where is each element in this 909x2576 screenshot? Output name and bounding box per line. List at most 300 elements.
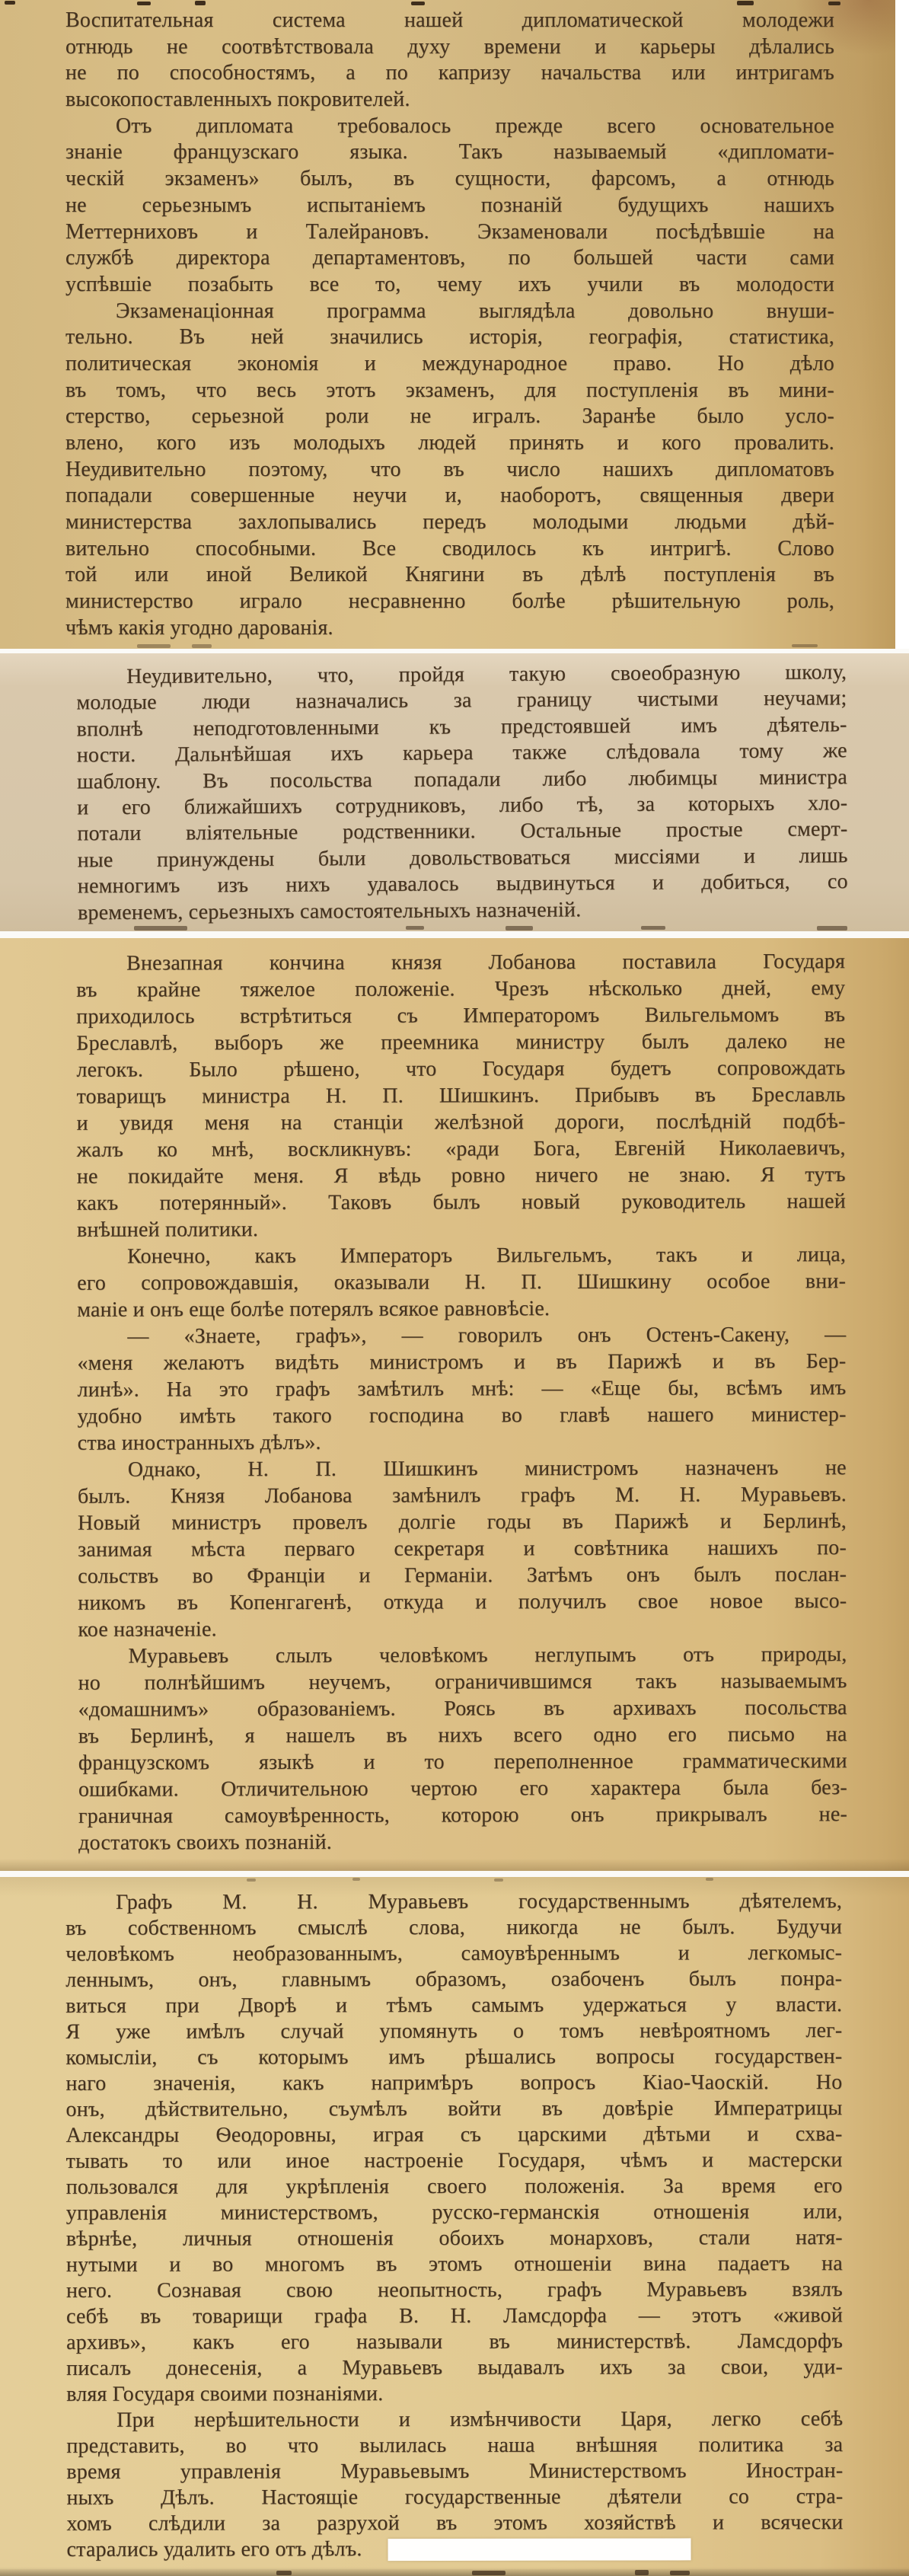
word: Н. xyxy=(247,1457,270,1482)
word: такъ xyxy=(636,1669,678,1693)
word: все xyxy=(309,272,340,296)
word: части xyxy=(696,246,748,270)
word: у xyxy=(726,1993,737,2017)
word: въ xyxy=(728,378,749,402)
word: поступленія xyxy=(585,378,699,402)
word: томъ xyxy=(559,2019,604,2043)
word: Чрезъ xyxy=(494,977,549,1001)
word: испытаніемъ xyxy=(307,193,426,217)
word: лица, xyxy=(796,1243,847,1267)
word: достатокъ своихъ познаній. xyxy=(78,1830,333,1855)
word: секретаря xyxy=(394,1537,485,1561)
text-line xyxy=(78,1508,847,1537)
word: человѣкомъ xyxy=(379,1643,488,1668)
word: довѣріе xyxy=(603,2096,674,2121)
word: нашихъ xyxy=(602,457,674,481)
word: выдвинуться xyxy=(496,871,615,896)
word: въ xyxy=(443,457,464,481)
word: при xyxy=(165,1993,199,2018)
word: кончина xyxy=(269,950,345,975)
word: нихъ xyxy=(438,1723,483,1748)
text-block xyxy=(0,0,895,642)
word: невѣроятномъ xyxy=(639,2019,770,2043)
word: Будучи xyxy=(776,1915,843,1939)
word: войти xyxy=(448,2096,502,2121)
word: подбѣ- xyxy=(783,1109,846,1134)
word: поэтому, xyxy=(248,457,328,481)
word: дѣй- xyxy=(793,510,834,535)
word: русско-германскія xyxy=(432,2200,600,2225)
word: священныя xyxy=(639,484,743,508)
word: въ xyxy=(435,2511,458,2536)
text-line xyxy=(65,589,834,615)
word: же xyxy=(822,739,847,763)
word: былъ. xyxy=(77,1484,131,1508)
text-line xyxy=(76,975,845,1004)
word: чистыми xyxy=(636,687,719,712)
word: время xyxy=(66,2459,121,2484)
word: Я xyxy=(760,1163,775,1187)
word: дѣятель- xyxy=(767,712,847,737)
word: его xyxy=(122,795,152,819)
word: дипломатической xyxy=(521,8,684,32)
word: Муравьевъ. xyxy=(740,1483,847,1507)
word: захлопывались xyxy=(238,510,377,535)
word: граничная xyxy=(78,1804,174,1828)
text-line xyxy=(76,948,845,977)
word: Лобанова xyxy=(264,1483,352,1508)
word: съ xyxy=(197,2045,218,2070)
word: тельно. xyxy=(65,325,133,350)
word: уди- xyxy=(803,2355,844,2380)
word: которымъ xyxy=(258,2045,349,2070)
word: природы, xyxy=(761,1642,847,1667)
word: графъ xyxy=(547,2278,602,2302)
text-line xyxy=(65,193,834,219)
word: играло xyxy=(239,589,302,614)
word: ные xyxy=(77,847,113,873)
word: сводилось xyxy=(442,536,537,560)
word: называемый xyxy=(553,140,667,164)
word: и xyxy=(652,870,665,895)
text-line xyxy=(66,2251,843,2278)
word: Однако, xyxy=(127,1457,201,1482)
word: а xyxy=(346,61,356,85)
word: Неудивительно, xyxy=(126,663,273,688)
word: чему xyxy=(437,272,483,296)
word: без- xyxy=(811,1776,847,1800)
word: статистика, xyxy=(729,325,834,350)
word: не- xyxy=(818,1802,847,1827)
text-line xyxy=(65,615,834,642)
word: министра xyxy=(759,765,848,790)
word: разрухой xyxy=(317,2511,400,2536)
word: или xyxy=(134,563,169,587)
text-line xyxy=(76,1028,845,1057)
word: совѣтника xyxy=(573,1536,669,1561)
word: границу xyxy=(517,688,592,713)
word: далеко xyxy=(726,1029,788,1054)
word: въ xyxy=(694,1083,716,1107)
word: вѣдь xyxy=(378,1164,422,1188)
word: представить, xyxy=(66,2434,185,2458)
word: графъ xyxy=(520,1483,576,1508)
text-line xyxy=(78,869,848,900)
text-line xyxy=(78,1588,847,1617)
word: ности. xyxy=(76,743,136,768)
word: въ xyxy=(562,1509,584,1534)
word: людьми xyxy=(675,510,747,535)
word: внѣшняя xyxy=(576,2433,658,2457)
text-line xyxy=(65,166,834,193)
text-line xyxy=(77,1215,846,1243)
word: это xyxy=(218,1377,249,1402)
text-line xyxy=(66,2329,843,2356)
word: и xyxy=(595,34,607,59)
word: имъ xyxy=(809,1376,847,1400)
word: Царя, xyxy=(620,2407,672,2431)
word: предстоявшей xyxy=(500,713,631,739)
word: попадали xyxy=(413,767,501,792)
word: дѣятели xyxy=(608,2485,682,2509)
text-line xyxy=(66,2406,843,2434)
word: то, xyxy=(375,272,401,296)
word: и xyxy=(747,2122,759,2147)
word: Дальнѣйшая xyxy=(174,742,292,767)
word: ихъ xyxy=(330,742,364,766)
word: нерѣшительности xyxy=(193,2408,359,2432)
text-line xyxy=(77,1135,846,1164)
word: министерствѣ. xyxy=(557,2329,691,2354)
word: Роясь xyxy=(444,1697,496,1721)
word: что xyxy=(196,378,227,402)
word: Бер- xyxy=(805,1349,847,1374)
word: нашей xyxy=(786,1189,846,1214)
text-line xyxy=(65,139,834,166)
text-line xyxy=(65,298,834,325)
word: хомъ xyxy=(66,2511,112,2536)
text-line xyxy=(78,1534,847,1563)
word: лишь xyxy=(799,843,848,868)
word: не xyxy=(410,404,432,429)
text-line xyxy=(77,1321,846,1350)
word: Императрицы xyxy=(713,2096,843,2121)
word: и xyxy=(76,1111,88,1135)
word: посольства xyxy=(270,768,373,793)
word: въ xyxy=(386,1723,407,1748)
word: виться xyxy=(65,1993,127,2018)
word: способностямъ, xyxy=(169,61,316,85)
word: Вильгельмомъ xyxy=(644,1003,780,1027)
text-line xyxy=(65,536,834,563)
word: тѣмъ xyxy=(386,1993,432,2018)
word: сопровождавшія, xyxy=(141,1270,299,1295)
word: желаютъ xyxy=(163,1351,245,1375)
word: Экзаменовали xyxy=(477,219,608,244)
text-line xyxy=(76,1081,845,1110)
word: учили xyxy=(587,272,643,296)
word: въ xyxy=(177,1591,199,1615)
word: послан- xyxy=(774,1563,847,1587)
word: донесенія, xyxy=(166,2356,263,2380)
word: кого xyxy=(156,431,196,455)
word: Франціи xyxy=(247,1563,326,1588)
word: способными. xyxy=(195,536,317,560)
word: и xyxy=(741,1243,753,1267)
word: позабыть xyxy=(187,272,273,296)
word: схва- xyxy=(795,2122,843,2147)
text-line xyxy=(65,113,834,140)
word: несравненно xyxy=(348,589,466,614)
word: вопросъ xyxy=(520,2070,596,2095)
word: никогда xyxy=(506,1915,579,1939)
word: отнюдь xyxy=(767,167,834,191)
word: въ xyxy=(78,1724,100,1748)
text-line xyxy=(65,430,834,457)
word: въ xyxy=(813,563,834,587)
word: во xyxy=(212,2252,234,2277)
word: болѣе xyxy=(512,589,566,614)
text-line xyxy=(65,351,834,378)
word: знаю. xyxy=(679,1163,731,1187)
word: натя- xyxy=(795,2226,843,2250)
word: Затѣмъ xyxy=(526,1563,593,1588)
word: за xyxy=(262,2511,281,2536)
word: вина xyxy=(643,2252,687,2276)
word: всѣмъ xyxy=(726,1376,783,1400)
word: откуда xyxy=(383,1590,444,1614)
word: Парижѣ xyxy=(614,1509,689,1534)
word: образованіемъ. xyxy=(257,1697,396,1722)
text-line xyxy=(65,1888,842,1916)
word: такую xyxy=(509,662,566,686)
word: положенія. xyxy=(525,2174,626,2198)
word: дороги, xyxy=(555,1109,625,1135)
word: Я xyxy=(333,1164,349,1188)
word: замѣнилъ xyxy=(392,1483,481,1508)
text-line xyxy=(78,1694,847,1723)
word: и xyxy=(743,844,756,868)
word: меня xyxy=(204,1111,250,1135)
word: Н. xyxy=(464,1270,486,1294)
word: Прибывъ xyxy=(575,1083,659,1108)
word: онъ, xyxy=(198,1968,238,1992)
word: дней, xyxy=(722,976,772,1001)
blanked-out-region xyxy=(388,2538,691,2561)
word: свою xyxy=(285,2278,333,2303)
word: главнымъ xyxy=(281,1968,372,1992)
word: тому xyxy=(739,739,784,764)
word: большей xyxy=(573,246,653,270)
word: ограничившимся xyxy=(435,1669,592,1694)
word: временемъ, серьезныхъ самостоятельныхъ назначеній. xyxy=(77,897,582,924)
word: имъ xyxy=(681,713,718,738)
text-line xyxy=(77,817,847,848)
word: его xyxy=(280,2330,310,2354)
word: многомъ xyxy=(264,2252,345,2277)
word: число xyxy=(506,457,561,481)
word: сущности, xyxy=(454,167,551,191)
text-line xyxy=(77,1108,846,1137)
word: время xyxy=(721,2174,776,2198)
word: либо xyxy=(542,766,587,791)
word: Шишкинъ. xyxy=(439,1084,540,1108)
word: самымъ xyxy=(471,1993,544,2017)
word: станціи xyxy=(333,1110,403,1135)
word: своеобразную xyxy=(611,661,741,686)
word: Неудивительно xyxy=(65,457,206,481)
word: комысліи, xyxy=(65,2045,158,2070)
word: министромъ xyxy=(369,1350,483,1374)
word: маніе и онъ еще болѣе потерялъ всякое равновѣсіе. xyxy=(77,1297,550,1322)
word: удавалось xyxy=(367,872,459,897)
text-block xyxy=(0,653,909,927)
word: графъ xyxy=(276,1377,330,1402)
text-line xyxy=(76,659,847,691)
word: за xyxy=(453,688,472,713)
word: Кіао-Чаоскій. xyxy=(643,2070,770,2095)
text-line xyxy=(65,378,834,404)
word: духу xyxy=(407,34,451,59)
word: вительно xyxy=(65,536,150,560)
word: стерство, xyxy=(65,404,151,429)
scan-strip-1 xyxy=(0,0,895,649)
word: встрѣтиться xyxy=(240,1004,352,1029)
word: обоихъ xyxy=(439,2226,505,2250)
word: Графъ xyxy=(116,1890,173,1914)
text-line xyxy=(78,1401,847,1430)
word: и xyxy=(678,1941,690,1965)
text-line xyxy=(66,2458,843,2485)
text-line xyxy=(76,1055,845,1084)
word: ему xyxy=(811,976,846,1001)
word: образомъ, xyxy=(415,1967,507,1992)
text-line xyxy=(78,1774,847,1803)
word: Талейрановъ. xyxy=(305,219,429,244)
word: имѣть xyxy=(179,1404,236,1428)
word: былъ xyxy=(688,1967,737,1991)
word: имъ xyxy=(388,2045,426,2070)
word: приходилось xyxy=(76,1004,195,1029)
word: чѣмъ xyxy=(620,2148,668,2172)
word: въ xyxy=(541,2096,563,2121)
word: нашего xyxy=(647,1403,714,1427)
word: какъ xyxy=(254,1243,297,1269)
word: внуши- xyxy=(766,298,834,323)
word: и xyxy=(475,1590,487,1614)
word: упомянуть xyxy=(379,2019,478,2044)
word: рѣшительную xyxy=(611,589,741,614)
scan-strip-2 xyxy=(0,653,909,931)
scan-gap xyxy=(0,1871,909,1877)
word: отношеніи xyxy=(514,2252,612,2276)
text-line xyxy=(78,1801,847,1830)
word: нѣсколько xyxy=(588,976,683,1001)
word: Меттерниховъ xyxy=(65,219,199,244)
word: слылъ xyxy=(275,1643,333,1668)
word: тывать xyxy=(65,2149,129,2173)
word: отъ xyxy=(683,1642,715,1667)
word: ничего xyxy=(535,1163,598,1188)
word: французскомъ xyxy=(78,1751,210,1775)
word: — xyxy=(541,1377,563,1401)
word: М. xyxy=(222,1890,247,1914)
word: провалить. xyxy=(734,431,834,455)
word: ней xyxy=(250,325,284,350)
word: Н. xyxy=(679,1483,701,1507)
word: государственные xyxy=(404,2485,561,2510)
word: за xyxy=(824,2433,844,2457)
word: Настоящіе xyxy=(261,2485,359,2510)
word: и xyxy=(359,1563,371,1588)
word: Копенгагенѣ, xyxy=(229,1590,352,1615)
word: долгіе xyxy=(398,1510,456,1534)
word: и xyxy=(513,1350,526,1374)
word: наоборотъ, xyxy=(500,484,602,508)
word: за xyxy=(636,792,655,816)
text-line xyxy=(66,2121,843,2149)
word: языкѣ xyxy=(258,1750,314,1775)
word: Государя xyxy=(763,950,846,974)
word: дипломата xyxy=(196,113,294,138)
text-line xyxy=(66,2277,843,2304)
word: стали xyxy=(698,2226,751,2250)
word: Я xyxy=(65,2019,81,2044)
word: по xyxy=(385,61,408,85)
scan-strip-4 xyxy=(0,1877,909,2576)
word: Конечно, xyxy=(127,1244,211,1269)
word: выдавалъ xyxy=(477,2355,565,2380)
word: также xyxy=(512,740,567,765)
word: для xyxy=(215,2175,248,2199)
word: уже xyxy=(115,2019,151,2044)
word: въ xyxy=(393,167,415,191)
word: но xyxy=(78,1671,100,1695)
word: самоувѣреннымъ xyxy=(461,1941,620,1965)
word: экзаменъ» xyxy=(164,167,260,191)
word: За xyxy=(662,2174,684,2198)
scan-strip-3 xyxy=(0,938,909,1871)
word: фарсомъ, xyxy=(591,167,677,191)
word: Парижѣ xyxy=(608,1349,682,1374)
word: не xyxy=(65,61,87,85)
word: случай xyxy=(280,2019,344,2044)
word: удержаться xyxy=(582,1993,687,2017)
word: иное xyxy=(285,2149,330,2173)
word: основательное xyxy=(700,113,834,138)
word: былъ xyxy=(694,1563,742,1587)
word: Было xyxy=(189,1058,238,1082)
text-line xyxy=(77,1268,846,1297)
word: тяжелое xyxy=(240,977,315,1002)
word: министер- xyxy=(751,1403,847,1427)
text-line xyxy=(65,34,834,61)
text-line xyxy=(65,457,834,484)
word: попадали xyxy=(65,484,152,508)
word: Государя xyxy=(482,1057,565,1081)
word: желѣзной xyxy=(434,1110,525,1135)
word: ровно xyxy=(451,1164,506,1188)
word: въ xyxy=(140,2304,161,2329)
text-line xyxy=(66,2225,843,2252)
word: экзаменъ, xyxy=(405,378,495,402)
word: не xyxy=(824,1029,846,1054)
word: неподготовленными xyxy=(193,715,379,741)
word: имѣлъ xyxy=(186,2019,245,2044)
word: будущихъ xyxy=(617,193,709,217)
text-line xyxy=(77,1188,846,1217)
word: Ламсдорфъ xyxy=(737,2329,844,2354)
